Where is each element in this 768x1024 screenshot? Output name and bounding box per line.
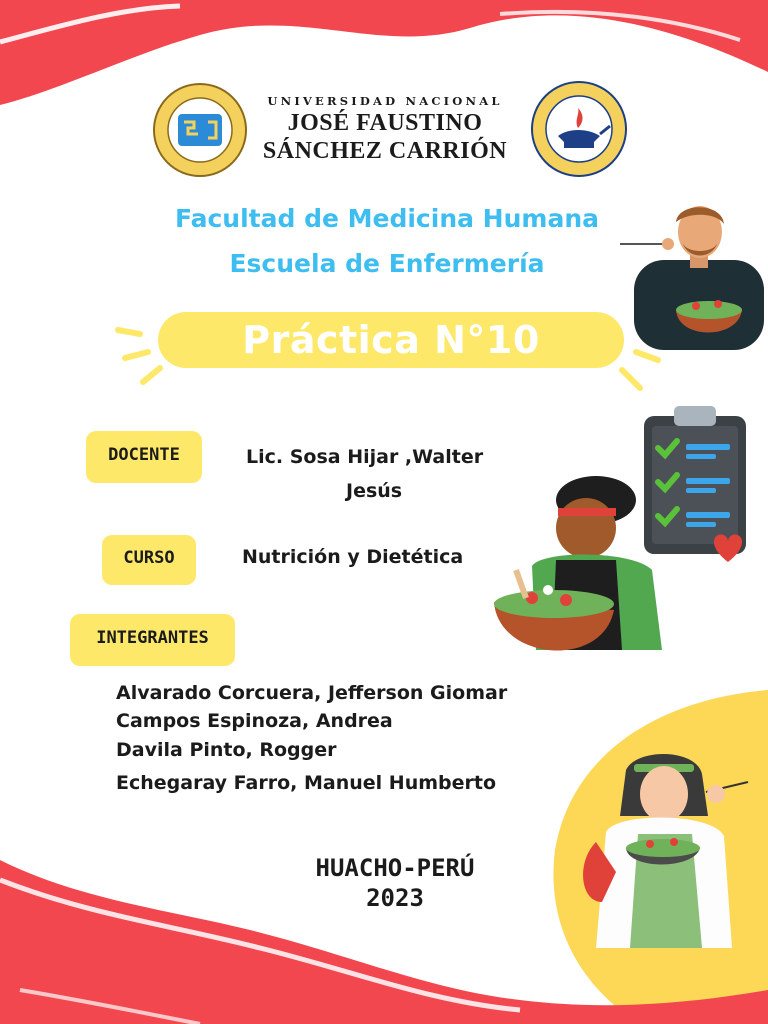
year: 2023 <box>366 884 424 912</box>
school-name: Escuela de Enfermería <box>229 249 545 278</box>
practice-title: Práctica N°10 <box>242 318 540 362</box>
member-2: Campos Espinoza, Andrea <box>116 710 393 732</box>
course-name: Nutrición y Dietética <box>242 546 464 568</box>
member-4: Echegaray Farro, Manuel Humberto <box>116 772 497 794</box>
university-line3: SÁNCHEZ CARRIÓN <box>262 138 508 164</box>
faculty-name: Facultad de Medicina Humana <box>174 204 599 233</box>
member-1: Alvarado Corcuera, Jefferson Giomar <box>116 682 508 704</box>
university-line1: UNIVERSIDAD NACIONAL <box>267 94 503 108</box>
university-seal-icon <box>150 82 250 178</box>
man-eating-salad-icon <box>618 200 768 350</box>
university-line2: JOSÉ FAUSTINO <box>287 110 483 136</box>
member-3: Davila Pinto, Rogger <box>116 739 337 761</box>
woman-eating-salad-icon <box>576 752 752 948</box>
city-country: HUACHO-PERÚ <box>315 854 475 882</box>
teacher-name-line2: Jesús <box>346 480 403 502</box>
woman-chef-salad-icon <box>492 470 668 682</box>
course-label: CURSO <box>102 535 196 585</box>
teacher-label: DOCENTE <box>86 431 202 483</box>
nursing-school-seal-icon <box>528 80 630 178</box>
teacher-name-line1: Lic. Sosa Hijar ,Walter <box>246 446 484 468</box>
members-label: INTEGRANTES <box>70 614 235 666</box>
